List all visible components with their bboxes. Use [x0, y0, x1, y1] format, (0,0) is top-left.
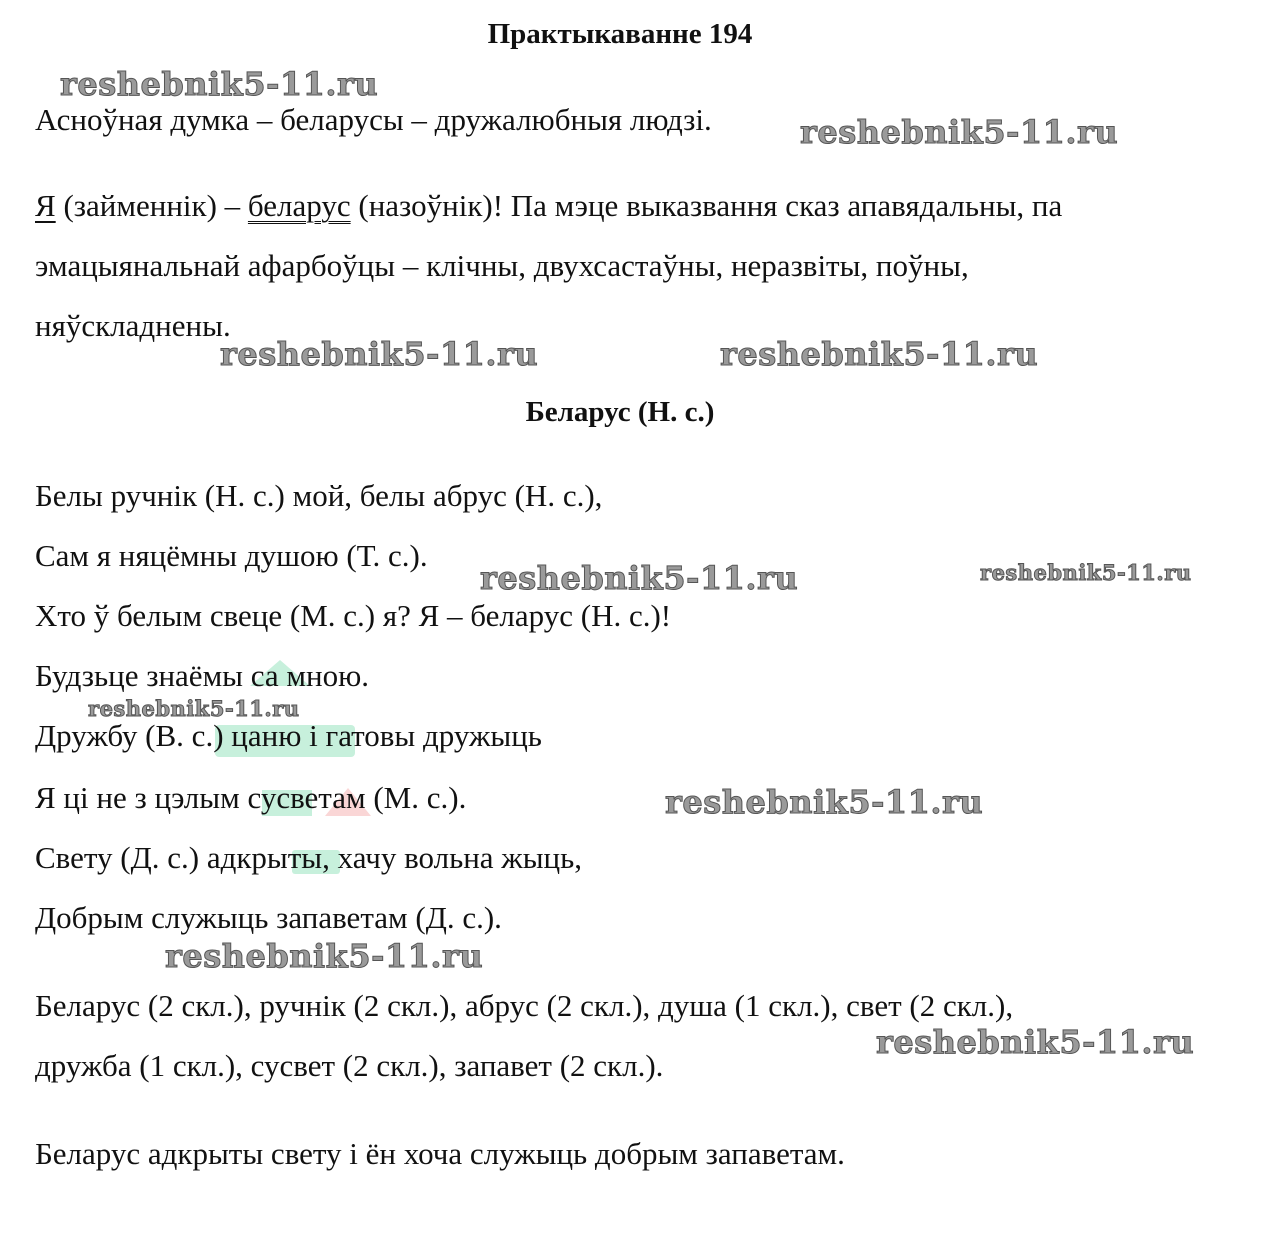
watermark: reshebnik5-11.ru	[88, 696, 300, 721]
subject-note: (займеннік) –	[55, 188, 248, 223]
watermark: reshebnik5-11.ru	[980, 560, 1192, 585]
poem-line: Я ці не з цэлым сусветам (М. с.).	[35, 780, 467, 815]
poem-line: Будзьце знаёмы са мною.	[35, 658, 370, 693]
poem-line: Сам я няцёмны душою (Т. с.).	[35, 538, 428, 573]
analysis-line-1	[35, 188, 1062, 224]
watermark: reshebnik5-11.ru	[876, 1023, 1195, 1061]
watermark: reshebnik5-11.ru	[665, 783, 984, 821]
poem-line: Хто ў белым свеце (М. с.) я? Я – беларус (Н. с.)!	[35, 598, 672, 633]
analysis-line-3: няўскладнены.	[35, 308, 231, 343]
watermark: reshebnik5-11.ru	[720, 335, 1039, 373]
watermark: reshebnik5-11.ru	[800, 113, 1119, 151]
predicate-word: беларус	[247, 188, 351, 223]
page-title: Практыкаванне 194	[487, 18, 753, 50]
watermark: reshebnik5-11.ru	[60, 65, 379, 103]
watermark: reshebnik5-11.ru	[220, 335, 539, 373]
poem-line: Добрым служыць запаветам (Д. с.).	[35, 900, 502, 935]
conclusion: Беларус адкрыты свету і ён хоча служыць добрым запаветам.	[35, 1136, 845, 1171]
poem-title: Беларус (Н. с.)	[525, 396, 715, 428]
subject-word: Я	[35, 188, 56, 223]
watermark: reshebnik5-11.ru	[480, 559, 799, 597]
main-idea: Асноўная думка – беларусы – дружалюбныя людзі.	[35, 102, 712, 137]
predicate-note: (назоўнік)! Па мэце выказвання сказ апавядальны, па	[350, 188, 1063, 223]
poem-line: Свету (Д. с.) адкрыты, хачу вольна жыць,	[35, 840, 583, 875]
poem-line: Белы ручнік (Н. с.) мой, белы абрус (Н. с.),	[35, 478, 603, 513]
declension-line: Беларус (2 скл.), ручнік (2 скл.), абрус (2 скл.), душа (1 скл.), свет (2 скл.),	[35, 988, 1014, 1023]
poem-line: Дружбу (В. с.) цаню і гатовы дружыць	[35, 718, 542, 753]
declension-line: дружба (1 скл.), сусвет (2 скл.), запавет (2 скл.).	[35, 1048, 664, 1083]
analysis-line-2: эмацыянальнай афарбоўцы – клічны, двухсастаўны, неразвіты, поўны,	[35, 248, 969, 283]
watermark: reshebnik5-11.ru	[165, 937, 484, 975]
